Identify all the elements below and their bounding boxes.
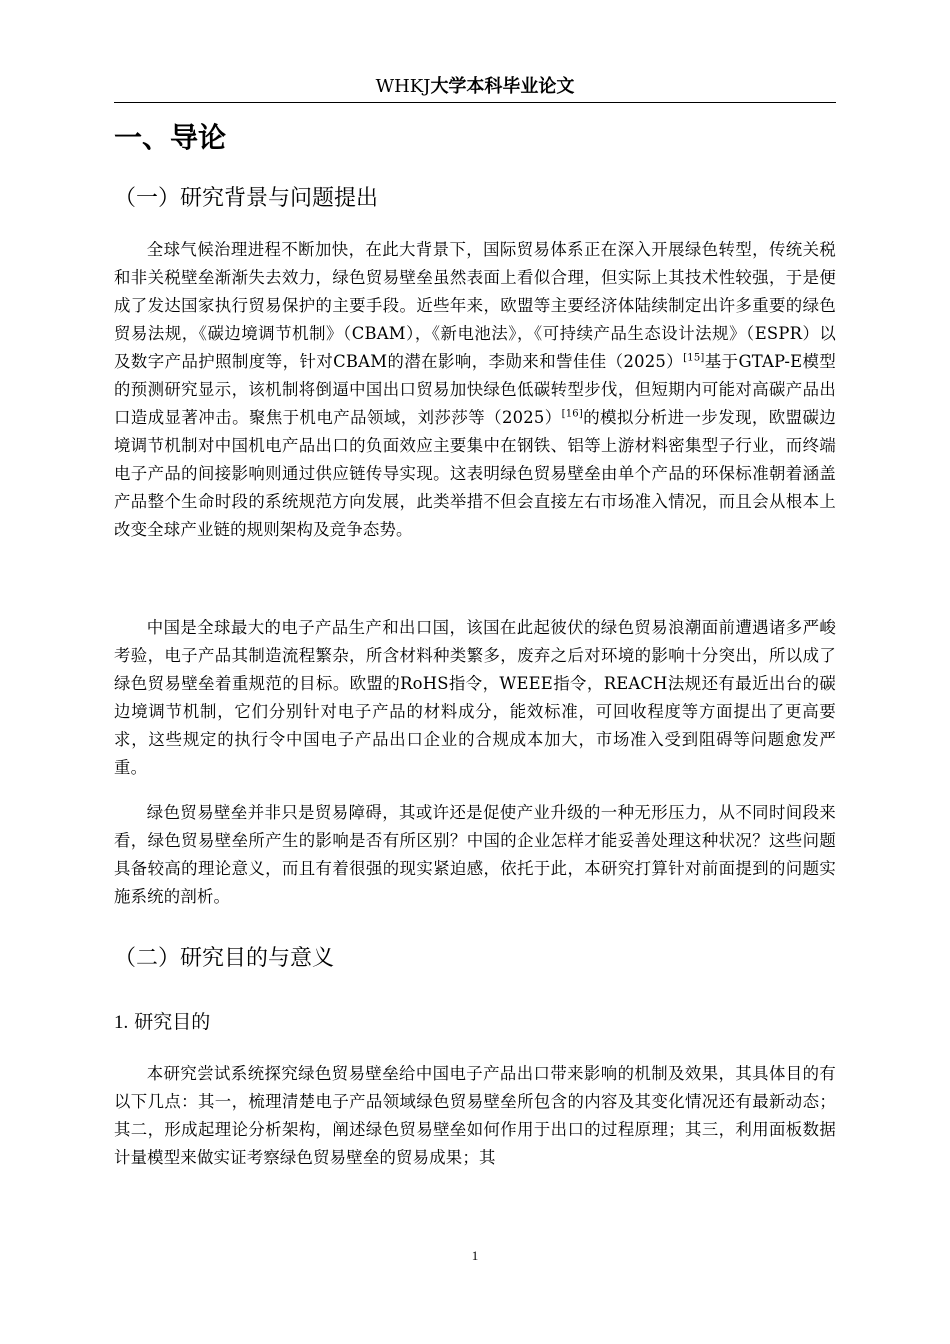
paragraph-purpose-1: 本研究尝试系统探究绿色贸易壁垒给中国电子产品出口带来影响的机制及效果，其具体目的有以下几点：其一，梳理清楚电子产品领域绿色贸易壁垒所包含的内容及其变化情况还有最新动态；其二，形成起理论分析架构，阐述绿色贸易壁垒如何作用于出口的过程原理；其三，利用面板数据计量模型来做实证考察绿色贸易壁垒的贸易成果；其	[114, 1064, 836, 1167]
chapter-title: 一、导论	[114, 121, 227, 154]
header-rule	[114, 102, 836, 103]
running-header	[0, 74, 950, 100]
section-title-purpose: （二）研究目的与意义	[114, 946, 335, 971]
header-title: 大学本科毕业论文	[430, 76, 575, 97]
paragraph-background-1	[114, 236, 836, 544]
section-title-background: （一）研究背景与问题提出	[114, 186, 379, 211]
paragraph-text: 全球气候治理进程不断加快，在此大背景下，国际贸易体系正在深入开展绿色转型，传统关税和非关税壁垒渐渐失去效力，绿色贸易壁垒虽然表面上看似合理，但实际上其技术性较强，于是便成了发达国家执行贸易保护的主要手段。近些年来，欧盟等主要经济体陆续制定出许多重要的绿色贸易法规，《碳边境调节机制》（CBAM），《新电池法》，《可持续产品生态设计法规》（ESPR）以及数字产品护照制度等，针对CBAM的潜在影响，李勋来和訾佳佳（2025）	[114, 240, 836, 371]
subsection-number: 1.	[114, 1012, 129, 1033]
subsection-label: 研究目的	[134, 1011, 211, 1033]
paragraph-text: 的模拟分析进一步发现，欧盟碳边境调节机制对中国机电产品出口的负面效应主要集中在钢铁、铝等上游材料密集型子行业，而终端电子产品的间接影响则通过供应链传导实现。这表明绿色贸易壁垒由单个产品的环保标准朝着涵盖产品整个生命时段的系统规范方向发展，此类举措不但会直接左右市场准入情况，而且会从根本上改变全球产业链的规则架构及竞争态势。	[114, 408, 836, 539]
subsection-title	[114, 1008, 210, 1037]
page-number: 1	[471, 1248, 479, 1263]
citation-ref: [16]	[561, 408, 583, 420]
citation-ref: [15]	[683, 352, 705, 364]
paragraph-text: 基于GTAP-E模型的预测研究显示，该机制将倒逼中国出口贸易加快绿色低碳转型步伐，但短期内可能对高碳产品出口造成显著冲击。聚焦于机电产品领域，刘莎莎等（2025）	[114, 352, 836, 427]
paragraph-background-3: 绿色贸易壁垒并非只是贸易障碍，其或许还是促使产业升级的一种无形压力，从不同时间段来看，绿色贸易壁垒所产生的影响是否有所区别？中国的企业怎样才能妥善处理这种状况？这些问题具备较高的理论意义，而且有着很强的现实紧迫感，依托于此，本研究打算针对前面提到的问题实施系统的剖析。	[114, 803, 836, 906]
paragraph-background-2: 中国是全球最大的电子产品生产和出口国，该国在此起彼伏的绿色贸易浪潮面前遭遇诸多严峻考验，电子产品其制造流程繁杂，所含材料种类繁多，废弃之后对环境的影响十分突出，所以成了绿色贸易壁垒着重规范的目标。欧盟的RoHS指令，WEEE指令，REACH法规还有最近出台的碳边境调节机制，它们分别针对电子产品的材料成分，能效标准，可回收程度等方面提出了更高要求，这些规定的执行令中国电子产品出口企业的合规成本加大，市场准入受到阻碍等问题愈发严重。	[114, 618, 836, 777]
header-prefix: WHKJ	[375, 76, 431, 97]
